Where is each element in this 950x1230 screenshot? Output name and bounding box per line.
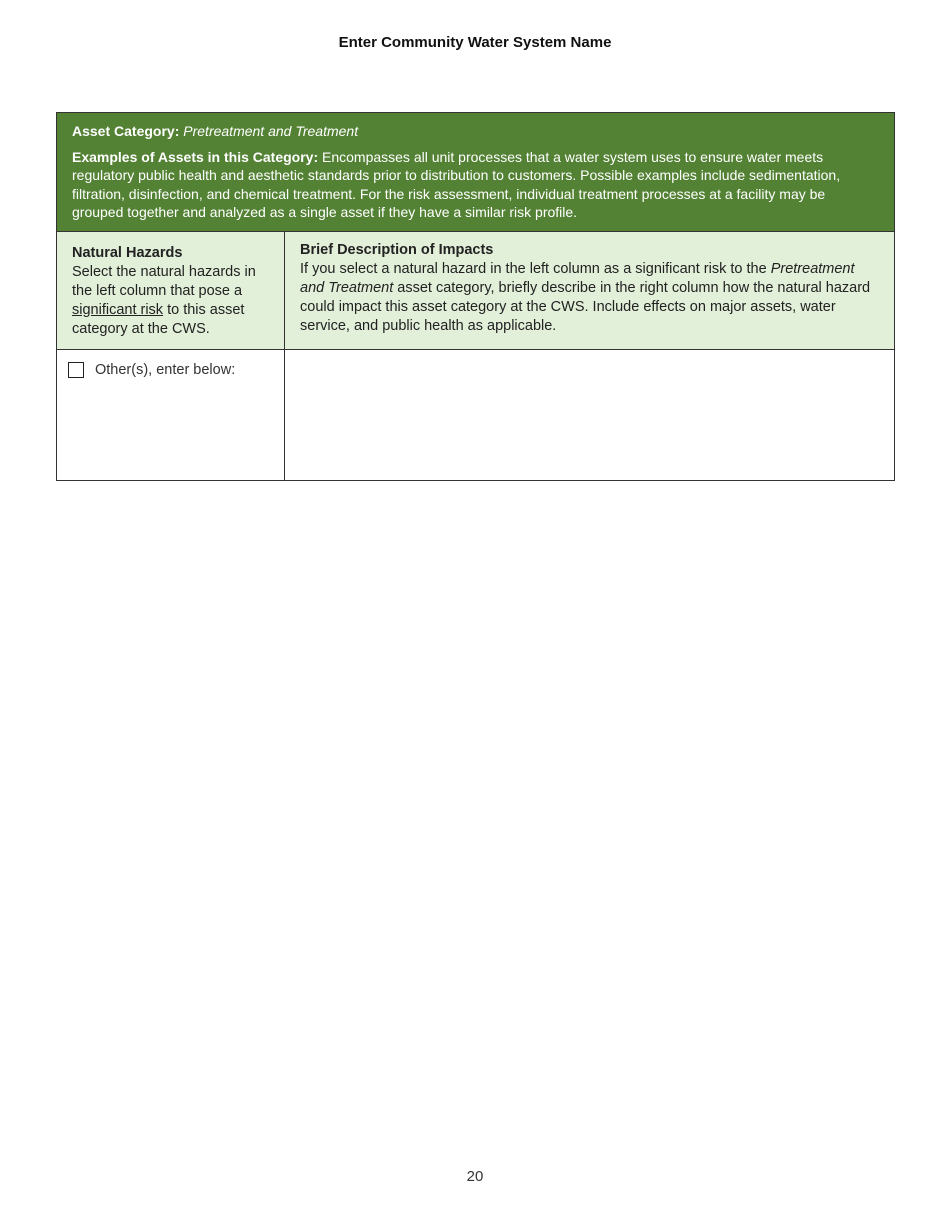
asset-category-line	[72, 122, 879, 141]
impacts-instr-post: asset category, briefly describe in the right column how the natural hazard could impact this asset category at the CWS. Include effects on major assets, water service, and public health as applicable.	[300, 279, 871, 334]
impacts-instr-italic: Pretreatment and Treatment	[300, 260, 855, 296]
natural-hazards-title: Natural Hazards	[72, 244, 183, 261]
category-header-cell	[57, 113, 895, 232]
hazards-instr-pre: Select the natural hazards in the left column that pose a	[72, 263, 256, 299]
examples-text: Encompasses all unit processes that a water system uses to ensure water meets regulatory public health and aesthetic standards prior to distribution to customers. Possible examples include sedimentation, filtration, disinfection, and chemical treatment. For the risk assessment, individual treatment processes at a facility may be grouped together and analyzed as a single asset if they have a similar risk profile.	[72, 148, 841, 220]
examples-label: Examples of Assets in this Category:	[72, 148, 319, 165]
impacts-instr-pre: If you select a natural hazard in the left column as a significant risk to the	[300, 260, 767, 277]
page-header: Enter Community Water System Name	[338, 34, 612, 51]
table-row	[57, 349, 895, 480]
hazards-instr-underline: significant risk	[72, 301, 164, 318]
hazards-instr-post: to this asset category at the CWS.	[72, 301, 245, 337]
natural-hazards-header-cell	[57, 231, 285, 349]
asset-category-name: Pretreatment and Treatment	[183, 123, 359, 139]
asset-category-label: Asset Category:	[72, 123, 180, 139]
impacts-header-cell	[285, 231, 895, 349]
natural-hazards-instructions	[72, 263, 269, 339]
impacts-title: Brief Description of Impacts	[300, 241, 494, 258]
other-hazard-option	[68, 362, 273, 378]
hazard-assessment-table	[56, 112, 895, 481]
other-hazard-label: Other(s), enter below:	[95, 361, 236, 378]
examples-paragraph	[72, 148, 879, 222]
category-header-row	[57, 113, 895, 232]
page-number: 20	[466, 1168, 484, 1185]
impacts-instructions	[300, 260, 879, 336]
hazard-entry-cell	[57, 349, 285, 480]
impact-description-field[interactable]	[285, 349, 895, 480]
other-hazard-checkbox[interactable]	[68, 362, 84, 378]
column-header-row	[57, 231, 895, 349]
